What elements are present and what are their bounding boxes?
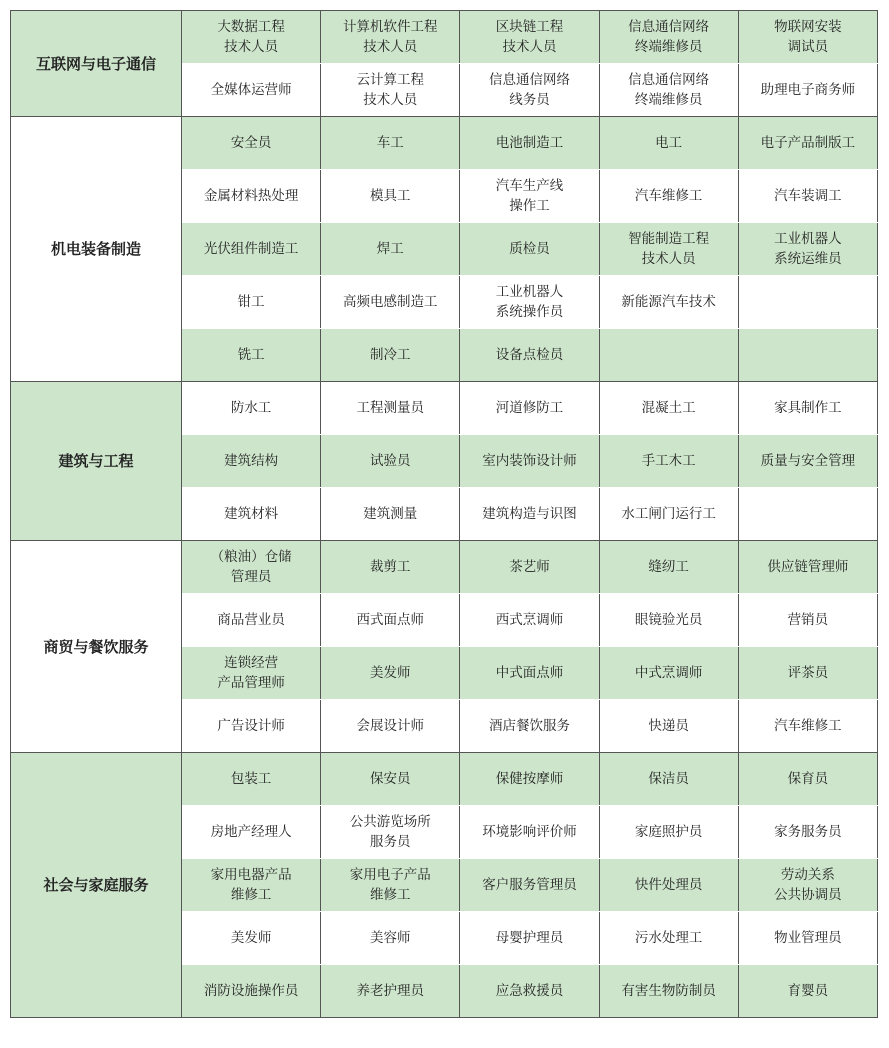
occupation-cell: 酒店餐饮服务 [460,700,599,753]
occupation-cell: 缝纫工 [599,541,738,594]
occupation-table [10,10,878,1018]
occupation-cell: 物联网安装 调试员 [738,11,877,64]
occupation-cell: 智能制造工程 技术人员 [599,223,738,276]
occupation-cell: 混凝土工 [599,382,738,435]
occupation-cell: 模具工 [321,170,460,223]
occupation-cell: 信息通信网络 终端维修员 [599,64,738,117]
occupation-cell: 工程测量员 [321,382,460,435]
category-cell: 商贸与餐饮服务 [11,541,182,753]
occupation-cell: 铣工 [182,329,321,382]
occupation-cell: 建筑材料 [182,488,321,541]
occupation-cell: 污水处理工 [599,912,738,965]
occupation-cell: 客户服务管理员 [460,859,599,912]
category-cell: 互联网与电子通信 [11,11,182,117]
occupation-cell: 设备点检员 [460,329,599,382]
occupation-cell: 快件处理员 [599,859,738,912]
occupation-cell: 包装工 [182,753,321,806]
occupation-cell: 房地产经理人 [182,806,321,859]
occupation-cell: 家具制作工 [738,382,877,435]
occupation-cell: 茶艺师 [460,541,599,594]
occupation-cell: 眼镜验光员 [599,594,738,647]
occupation-cell: 新能源汽车技术 [599,276,738,329]
occupation-cell: 西式面点师 [321,594,460,647]
occupation-cell: 消防设施操作员 [182,965,321,1018]
occupation-cell: 保安员 [321,753,460,806]
occupation-cell: 助理电子商务师 [738,64,877,117]
table-row [11,753,878,806]
occupation-cell: 保洁员 [599,753,738,806]
occupation-cell: 钳工 [182,276,321,329]
occupation-cell [599,329,738,382]
occupation-cell: 安全员 [182,117,321,170]
occupation-cell: 西式烹调师 [460,594,599,647]
occupation-cell: 计算机软件工程 技术人员 [321,11,460,64]
table-row [11,11,878,64]
occupation-cell: 高频电感制造工 [321,276,460,329]
category-cell: 社会与家庭服务 [11,753,182,1018]
occupation-cell: 家庭照护员 [599,806,738,859]
occupation-cell: 电池制造工 [460,117,599,170]
table-row [11,117,878,170]
occupation-cell: 快递员 [599,700,738,753]
occupation-cell: 汽车生产线 操作工 [460,170,599,223]
occupation-cell: 公共游览场所 服务员 [321,806,460,859]
occupation-cell: 养老护理员 [321,965,460,1018]
occupation-cell: 育婴员 [738,965,877,1018]
occupation-cell: 广告设计师 [182,700,321,753]
occupation-cell: 焊工 [321,223,460,276]
occupation-cell: 建筑结构 [182,435,321,488]
occupation-cell: 光伏组件制造工 [182,223,321,276]
occupation-cell: 手工木工 [599,435,738,488]
occupation-cell: 建筑构造与识图 [460,488,599,541]
occupation-cell: 试验员 [321,435,460,488]
occupation-cell: 家用电子产品 维修工 [321,859,460,912]
occupation-cell: 评茶员 [738,647,877,700]
occupation-cell: 保健按摩师 [460,753,599,806]
occupation-cell: 建筑测量 [321,488,460,541]
category-cell: 建筑与工程 [11,382,182,541]
occupation-cell: 美容师 [321,912,460,965]
occupation-cell: 车工 [321,117,460,170]
occupation-cell: 云计算工程 技术人员 [321,64,460,117]
occupation-cell [738,488,877,541]
occupation-cell: 室内装饰设计师 [460,435,599,488]
occupation-cell [738,276,877,329]
occupation-cell: 汽车装调工 [738,170,877,223]
occupation-cell: 家务服务员 [738,806,877,859]
occupation-cell: 防水工 [182,382,321,435]
occupation-cell: 裁剪工 [321,541,460,594]
occupation-cell: 中式面点师 [460,647,599,700]
occupation-cell: 商品营业员 [182,594,321,647]
table-row [11,382,878,435]
occupation-cell: 区块链工程 技术人员 [460,11,599,64]
occupation-cell: 工业机器人 系统操作员 [460,276,599,329]
occupation-cell: 营销员 [738,594,877,647]
occupation-cell: 大数据工程 技术人员 [182,11,321,64]
occupation-cell: 电子产品制版工 [738,117,877,170]
occupation-cell [738,329,877,382]
occupation-cell: 母婴护理员 [460,912,599,965]
occupation-cell: （粮油）仓储 管理员 [182,541,321,594]
occupation-cell: 工业机器人 系统运维员 [738,223,877,276]
occupation-cell: 供应链管理师 [738,541,877,594]
occupation-cell: 中式烹调师 [599,647,738,700]
occupation-cell: 信息通信网络 线务员 [460,64,599,117]
occupation-cell: 家用电器产品 维修工 [182,859,321,912]
occupation-cell: 质量与安全管理 [738,435,877,488]
occupation-cell: 河道修防工 [460,382,599,435]
occupation-cell: 全媒体运营师 [182,64,321,117]
occupation-cell: 美发师 [182,912,321,965]
occupation-cell: 劳动关系 公共协调员 [738,859,877,912]
occupation-cell: 连锁经营 产品管理师 [182,647,321,700]
occupation-cell: 应急救援员 [460,965,599,1018]
occupation-cell: 汽车维修工 [599,170,738,223]
occupation-cell: 电工 [599,117,738,170]
occupation-cell: 质检员 [460,223,599,276]
occupation-cell: 汽车维修工 [738,700,877,753]
occupation-cell: 水工闸门运行工 [599,488,738,541]
occupation-cell: 保育员 [738,753,877,806]
category-cell: 机电装备制造 [11,117,182,382]
occupation-cell: 美发师 [321,647,460,700]
occupation-cell: 制冷工 [321,329,460,382]
occupation-cell: 有害生物防制员 [599,965,738,1018]
occupation-cell: 物业管理员 [738,912,877,965]
occupation-cell: 金属材料热处理 [182,170,321,223]
occupation-cell: 会展设计师 [321,700,460,753]
occupation-cell: 环境影响评价师 [460,806,599,859]
occupation-cell: 信息通信网络 终端维修员 [599,11,738,64]
table-row [11,541,878,594]
